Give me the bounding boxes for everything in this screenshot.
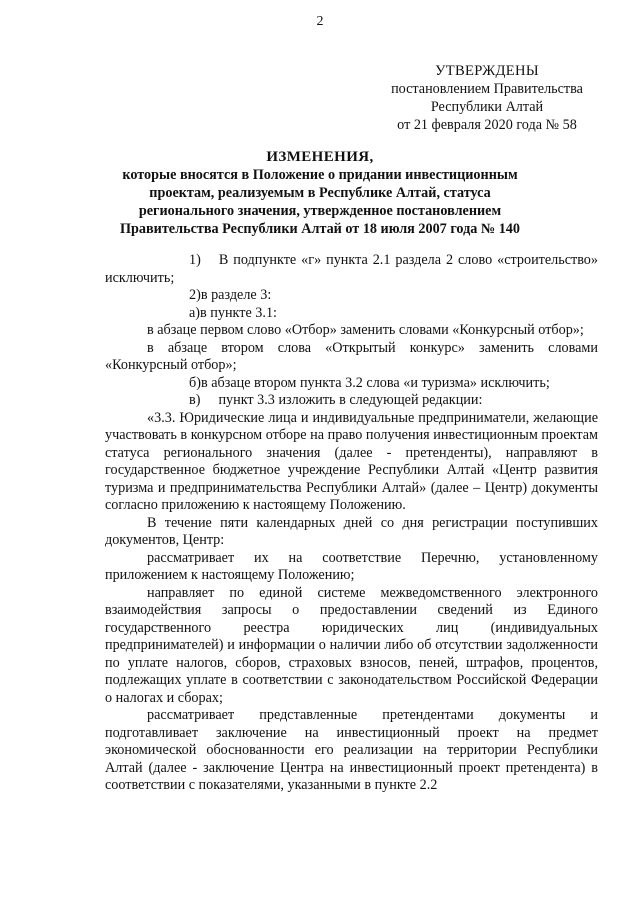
item-b (105, 375, 598, 393)
item-b-text: в абзаце втором пункта 3.2 слова «и туризма» исключить; (200, 374, 550, 391)
item-v (105, 392, 598, 410)
item-v-marker: в) (189, 392, 201, 408)
item-a (105, 305, 598, 323)
approval-line-2: постановлением Правительства (391, 81, 583, 97)
item-1-text: В подпункте «г» пункта 2.1 раздела 2 слово «строительство» исключить; (105, 252, 598, 286)
item-a-paragraph-2: в абзаце втором слова «Открытый конкурс» заменить словами «Конкурсный отбор»; (105, 339, 598, 373)
item-v-text: пункт 3.3 изложить в следующей редакции: (218, 392, 483, 408)
approval-line-4: от 21 февраля 2020 года № 58 (397, 117, 577, 133)
clause-check-paragraph: рассматривает их на соответствие Перечню, установленному приложением к настоящему Положению; (105, 549, 598, 583)
item-2-marker: 2) (189, 287, 201, 303)
item-b-marker: б) (189, 374, 201, 391)
item-a-paragraph-1: в абзаце первом слово «Отбор» заменить словами «Конкурсный отбор»; (147, 322, 584, 338)
approval-block (372, 62, 602, 134)
approval-line-3: Республики Алтай (430, 99, 544, 115)
item-2 (105, 287, 598, 305)
item-2-text: в разделе 3: (200, 287, 272, 303)
approval-heading: УТВЕРЖДЕНЫ (435, 63, 539, 79)
page-number: 2 (316, 14, 324, 29)
clause-request-paragraph: направляет по единой системе межведомственного электронного взаимодействия запросы о предоставлении сведений из Единого государственного реестра юридических лиц (индивидуальных предпринимателей) и информации о наличии либо об отсутствии задолженности по уплате налогов, сборов, страховых взносов, пеней, штрафов, процентов, подлежащих уплате в соответствии с законодательством Российской Федерации о налогах и сборах; (105, 584, 598, 706)
title-subheading: которые вносятся в Положение о придании инвестиционным проектам, реализуемым в Республике Алтай, статуса регионального значения, утвержденное постановлением Правительства Республики Алтай от 18 июля 2007 года № 140 (119, 167, 520, 237)
document-title (100, 148, 540, 238)
item-a-marker: а) (189, 304, 201, 321)
document-body (105, 252, 598, 795)
title-heading: ИЗМЕНЕНИЯ, (266, 149, 374, 165)
clause-3-3-paragraph: «3.3. Юридические лица и индивидуальные предприниматели, желающие участвовать в конкурсном отборе на право получения инвестиционным проектам статуса регионального значения (далее - претенденты), направляют в государственное бюджетное учреждение Республики Алтай «Центр развития туризма и предпринимательства Республики Алтай» (далее – Центр) документы согласно приложению к настоящему Положению. (105, 409, 598, 513)
item-a-text: в пункте 3.1: (200, 304, 277, 321)
clause-review-paragraph: рассматривает представленные претендентами документы и подготавливает заключение на инвестиционный проект на предмет экономической обоснованности его реализации на территории Республики Алтай (далее - заключение Центра на инвестиционный проект претендента) в соответствии с показателями, указанными в пункте 2.2 (105, 707, 598, 793)
item-1-marker: 1) (189, 252, 201, 268)
clause-timing-paragraph: В течение пяти календарных дней со дня регистрации поступивших документов, Центр: (105, 514, 598, 548)
item-1 (105, 252, 598, 287)
